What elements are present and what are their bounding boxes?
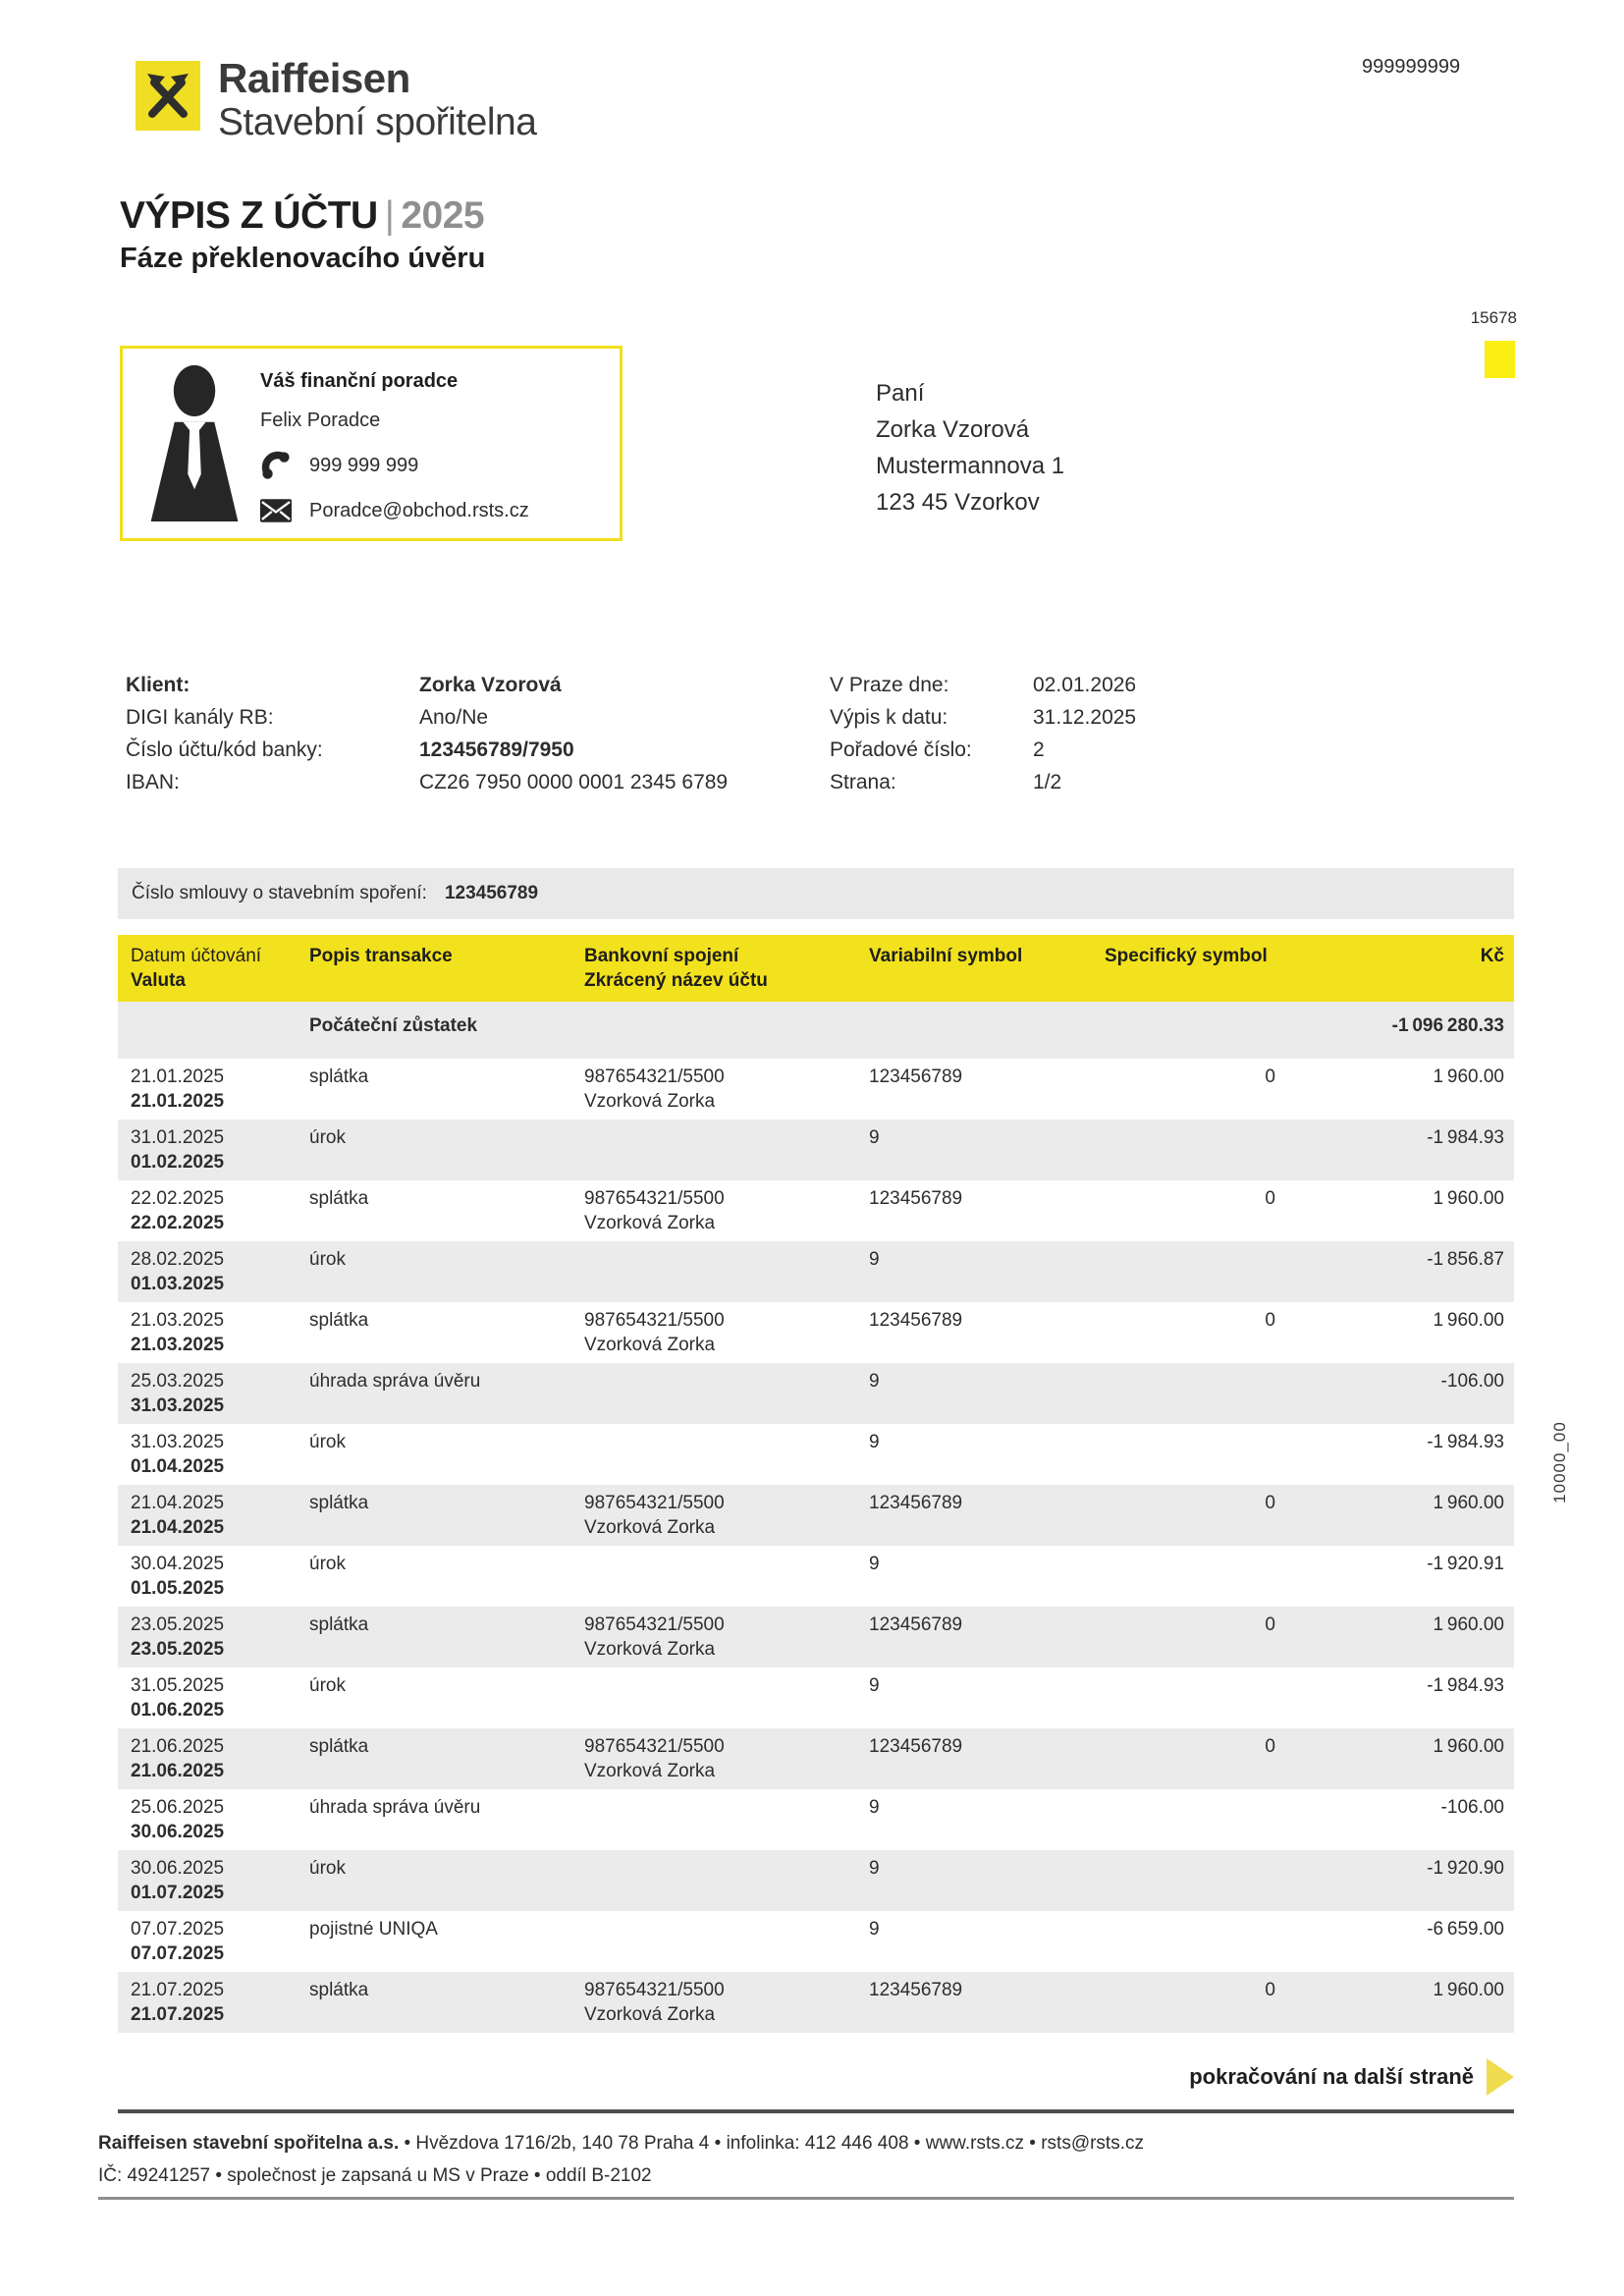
booking-date: 21.03.2025 [131, 1310, 225, 1331]
value-date: 21.07.2025 [131, 2004, 225, 2025]
statement-info-label: Strana: [830, 771, 896, 793]
cell-amount: 1 960.00 [1433, 1980, 1504, 2000]
client-info-row [126, 706, 754, 738]
opening-balance-row [118, 1002, 1514, 1059]
envelope-icon [260, 499, 292, 522]
cell-amount: 1 960.00 [1433, 1736, 1504, 1757]
value-date: 01.07.2025 [131, 1883, 225, 1903]
transaction-row [118, 1059, 1514, 1120]
cell-specific-symbol: 0 [1265, 1493, 1275, 1513]
cell-dates [118, 1120, 309, 1180]
cell-variable-symbol: 123456789 [869, 1493, 963, 1513]
cell-bank [584, 1302, 869, 1363]
booking-date: 25.03.2025 [131, 1371, 225, 1392]
cell-specific-symbol [1105, 1850, 1293, 1911]
cell-description: úhrada správa úvěru [309, 1797, 481, 1818]
cell-amount: 1 960.00 [1433, 1493, 1504, 1513]
cell-specific-symbol [1105, 1241, 1293, 1302]
transaction-row [118, 1424, 1514, 1485]
bank-account-name: Vzorková Zorka [584, 1761, 716, 1781]
table-header-row [118, 935, 1514, 1002]
client-info-row [126, 674, 754, 706]
statement-info-label: Pořadové číslo: [830, 738, 972, 761]
cell-bank [584, 1607, 869, 1667]
bank-account: 987654321/5500 [584, 1310, 725, 1331]
cell-amount: -106.00 [1440, 1797, 1504, 1818]
client-info-value: 123456789/7950 [419, 738, 574, 761]
cell-description: úrok [309, 1554, 346, 1574]
cell-amount: 1 960.00 [1433, 1310, 1504, 1331]
value-date: 23.05.2025 [131, 1639, 225, 1660]
col-header-bank [584, 935, 869, 1002]
value-date: 01.02.2025 [131, 1152, 225, 1173]
bank-account: 987654321/5500 [584, 1188, 725, 1209]
cell-bank [584, 1059, 869, 1120]
cell-description: splátka [309, 1188, 369, 1209]
transaction-row [118, 1485, 1514, 1546]
booking-date: 22.02.2025 [131, 1188, 225, 1209]
cell-description: úhrada správa úvěru [309, 1371, 481, 1392]
cell-description: splátka [309, 1736, 369, 1757]
cell-bank [584, 1911, 869, 1972]
cell-specific-symbol: 0 [1265, 1614, 1275, 1635]
yellow-marker [1485, 341, 1515, 378]
booking-date: 21.06.2025 [131, 1736, 225, 1757]
cell-variable-symbol: 9 [869, 1858, 880, 1879]
cell-variable-symbol: 9 [869, 1919, 880, 1940]
bank-account-name: Vzorková Zorka [584, 1335, 716, 1355]
cell-specific-symbol: 0 [1265, 1310, 1275, 1331]
transaction-row [118, 1850, 1514, 1911]
transaction-row [118, 1972, 1514, 2033]
triangle-right-icon [1487, 2058, 1514, 2096]
value-date: 21.01.2025 [131, 1091, 225, 1112]
cell-bank [584, 1180, 869, 1241]
value-date: 01.05.2025 [131, 1578, 225, 1599]
value-date: 01.06.2025 [131, 1700, 225, 1721]
client-info-value: Zorka Vzorová [419, 674, 562, 696]
bank-account-name: Vzorková Zorka [584, 1517, 716, 1538]
footer-company: Raiffeisen stavební spořitelna a.s. [98, 2133, 400, 2154]
cell-description: pojistné UNIQA [309, 1919, 438, 1940]
transactions-table [118, 935, 1514, 2033]
booking-date: 21.01.2025 [131, 1066, 225, 1087]
cell-description: úrok [309, 1249, 346, 1270]
advisor-heading: Váš finanční poradce [260, 370, 459, 392]
gable-cross-icon [135, 61, 200, 131]
cell-dates [118, 1302, 309, 1363]
page-title [120, 194, 484, 238]
cell-variable-symbol: 123456789 [869, 1736, 963, 1757]
raiffeisen-logo [135, 61, 200, 131]
client-info-row [126, 738, 754, 771]
cell-description: splátka [309, 1614, 369, 1635]
brand-text [218, 57, 536, 144]
advisor-phone: 999 999 999 [309, 454, 419, 476]
title-main: VÝPIS Z ÚČTU [120, 194, 378, 237]
client-info-label: DIGI kanály RB: [126, 706, 274, 729]
booking-date: 07.07.2025 [131, 1919, 225, 1940]
cell-dates [118, 1972, 309, 2033]
recipient-line: Paní [876, 380, 925, 407]
cell-variable-symbol: 9 [869, 1432, 880, 1452]
cell-amount: -1 984.93 [1427, 1432, 1504, 1452]
booking-date: 31.01.2025 [131, 1127, 225, 1148]
cell-bank [584, 1546, 869, 1607]
advisor-email-row [260, 499, 529, 522]
bank-account: 987654321/5500 [584, 1614, 725, 1635]
cell-bank [584, 1120, 869, 1180]
person-icon [142, 362, 248, 521]
cell-dates [118, 1546, 309, 1607]
opening-balance-label: Počáteční zůstatek [309, 1015, 478, 1036]
booking-date: 28.02.2025 [131, 1249, 225, 1270]
cell-description: úrok [309, 1675, 346, 1696]
value-date: 21.03.2025 [131, 1335, 225, 1355]
contract-label: Číslo smlouvy o stavebním spoření: [132, 883, 427, 903]
cell-amount: 1 960.00 [1433, 1188, 1504, 1209]
brand-name: Raiffeisen [218, 55, 410, 101]
cell-dates [118, 1241, 309, 1302]
cell-dates [118, 1059, 309, 1120]
bank-account-name: Vzorková Zorka [584, 1639, 716, 1660]
cell-dates [118, 1911, 309, 1972]
footer-bottom-line [98, 2197, 1514, 2200]
booking-date: 21.07.2025 [131, 1980, 225, 2000]
value-date: 22.02.2025 [131, 1213, 225, 1233]
statement-info-row [830, 738, 1380, 771]
recipient-line: 123 45 Vzorkov [876, 489, 1040, 516]
col-header-variable-symbol: Variabilní symbol [869, 935, 1105, 1002]
cell-description: úrok [309, 1127, 346, 1148]
statement-info-value: 1/2 [1033, 771, 1062, 793]
cell-dates [118, 1607, 309, 1667]
col-header-datum: Datum účtování [131, 946, 262, 966]
statement-info-row [830, 674, 1380, 706]
cell-description: splátka [309, 1980, 369, 2000]
cell-description: úrok [309, 1432, 346, 1452]
col-header-popis: Popis transakce [309, 935, 584, 1002]
cell-bank [584, 1667, 869, 1728]
bank-account: 987654321/5500 [584, 1980, 725, 2000]
transaction-row [118, 1546, 1514, 1607]
transaction-row [118, 1728, 1514, 1789]
transaction-row [118, 1363, 1514, 1424]
cell-specific-symbol [1105, 1667, 1293, 1728]
cell-amount: -6 659.00 [1427, 1919, 1504, 1940]
booking-date: 21.04.2025 [131, 1493, 225, 1513]
cell-amount: -1 984.93 [1427, 1675, 1504, 1696]
col-header-specific-symbol: Specifický symbol [1105, 935, 1293, 1002]
transaction-row [118, 1120, 1514, 1180]
transaction-row [118, 1607, 1514, 1667]
booking-date: 30.04.2025 [131, 1554, 225, 1574]
bank-account-name: Vzorková Zorka [584, 1213, 716, 1233]
statement-info [830, 674, 1380, 803]
continuation-note [118, 2058, 1514, 2096]
booking-date: 23.05.2025 [131, 1614, 225, 1635]
booking-date: 30.06.2025 [131, 1858, 225, 1879]
transaction-row [118, 1180, 1514, 1241]
transaction-row [118, 1302, 1514, 1363]
cell-amount: -1 984.93 [1427, 1127, 1504, 1148]
continuation-text: pokračování na další straně [1189, 2064, 1474, 2089]
statement-info-label: Výpis k datu: [830, 706, 948, 729]
client-info [126, 674, 754, 803]
cell-amount: -1 920.91 [1427, 1554, 1504, 1574]
form-code: 10000_00 [1550, 1421, 1569, 1503]
footer-contact: • Hvězdova 1716/2b, 140 78 Praha 4 • infolinka: 412 446 408 • www.rsts.cz • rsts@rsts.cz [404, 2133, 1144, 2154]
cell-bank [584, 1241, 869, 1302]
cell-dates [118, 1789, 309, 1850]
transaction-row [118, 1789, 1514, 1850]
cell-bank [584, 1850, 869, 1911]
value-date: 21.06.2025 [131, 1761, 225, 1781]
recipient-line: Zorka Vzorová [876, 416, 1030, 443]
statement-info-label: V Praze dne: [830, 674, 949, 696]
cell-dates [118, 1850, 309, 1911]
cell-description: splátka [309, 1310, 369, 1331]
cell-specific-symbol: 0 [1265, 1066, 1275, 1087]
bank-account-name: Vzorková Zorka [584, 2004, 716, 2025]
cell-description: úrok [309, 1858, 346, 1879]
transaction-row [118, 1911, 1514, 1972]
advisor-name: Felix Poradce [260, 410, 381, 431]
advisor-email: Poradce@obchod.rsts.cz [309, 499, 529, 521]
opening-cell-empty [584, 1002, 869, 1059]
booking-date: 25.06.2025 [131, 1797, 225, 1818]
customer-number: 999999999 [1362, 56, 1461, 78]
advisor-card [120, 346, 623, 541]
cell-dates [118, 1667, 309, 1728]
brand-subname: Stavební spořitelna [218, 101, 537, 143]
client-info-label: Klient: [126, 674, 190, 696]
client-info-label: Číslo účtu/kód banky: [126, 738, 323, 761]
footer-registration: IČ: 49241257 • společnost je zapsaná u MS v Praze • oddíl B-2102 [98, 2165, 652, 2186]
cell-variable-symbol: 9 [869, 1675, 880, 1696]
bank-account: 987654321/5500 [584, 1493, 725, 1513]
statement-info-value: 02.01.2026 [1033, 674, 1137, 696]
cell-amount: 1 960.00 [1433, 1614, 1504, 1635]
cell-dates [118, 1180, 309, 1241]
client-info-row [126, 771, 754, 803]
cell-dates [118, 1728, 309, 1789]
cell-bank [584, 1363, 869, 1424]
cell-variable-symbol: 9 [869, 1249, 880, 1270]
value-date: 07.07.2025 [131, 1943, 225, 1964]
footer-contact-line [98, 2127, 1522, 2159]
recipient-line: Mustermannova 1 [876, 453, 1065, 479]
cell-variable-symbol: 9 [869, 1127, 880, 1148]
cell-dates [118, 1424, 309, 1485]
booking-date: 31.05.2025 [131, 1675, 225, 1696]
cell-dates [118, 1363, 309, 1424]
client-info-label: IBAN: [126, 771, 180, 793]
cell-amount: -106.00 [1440, 1371, 1504, 1392]
cell-variable-symbol: 123456789 [869, 1980, 963, 2000]
cell-dates [118, 1485, 309, 1546]
cell-variable-symbol: 123456789 [869, 1614, 963, 1635]
cell-specific-symbol: 0 [1265, 1736, 1275, 1757]
opening-cell-empty [1105, 1002, 1293, 1059]
cell-specific-symbol [1105, 1424, 1293, 1485]
bank-account: 987654321/5500 [584, 1066, 725, 1087]
cell-specific-symbol: 0 [1265, 1188, 1275, 1209]
cell-variable-symbol: 9 [869, 1371, 880, 1392]
footer [98, 2127, 1522, 2192]
cell-description: splátka [309, 1066, 369, 1087]
client-info-value: Ano/Ne [419, 706, 489, 729]
title-separator: | [384, 194, 395, 237]
cell-specific-symbol [1105, 1120, 1293, 1180]
cell-bank [584, 1485, 869, 1546]
cell-variable-symbol: 9 [869, 1554, 880, 1574]
advisor-phone-row [260, 451, 529, 480]
cell-amount: -1 856.87 [1427, 1249, 1504, 1270]
cell-bank [584, 1789, 869, 1850]
cell-amount: -1 920.90 [1427, 1858, 1504, 1879]
value-date: 01.03.2025 [131, 1274, 225, 1294]
contract-number: 123456789 [444, 883, 539, 903]
value-date: 31.03.2025 [131, 1395, 225, 1416]
cell-specific-symbol [1105, 1789, 1293, 1850]
bank-account: 987654321/5500 [584, 1736, 725, 1757]
print-mark: 15678 [1470, 308, 1517, 327]
cell-bank [584, 1972, 869, 2033]
bank-account-name: Vzorková Zorka [584, 1091, 716, 1112]
col-header-valuta: Valuta [131, 970, 186, 991]
value-date: 21.04.2025 [131, 1517, 225, 1538]
booking-date: 31.03.2025 [131, 1432, 225, 1452]
recipient-address [876, 375, 1064, 520]
cell-variable-symbol: 123456789 [869, 1310, 963, 1331]
statement-info-value: 31.12.2025 [1033, 706, 1137, 729]
title-year: 2025 [401, 194, 485, 237]
advisor-details [260, 370, 529, 522]
transaction-row [118, 1241, 1514, 1302]
cell-bank [584, 1728, 869, 1789]
statement-info-row [830, 771, 1380, 803]
cell-specific-symbol [1105, 1911, 1293, 1972]
client-info-value: CZ26 7950 0000 0001 2345 6789 [419, 771, 729, 793]
page-subtitle: Fáze překlenovacího úvěru [120, 243, 486, 274]
value-date: 01.04.2025 [131, 1456, 225, 1477]
statement-info-value: 2 [1033, 738, 1045, 761]
cell-specific-symbol: 0 [1265, 1980, 1275, 2000]
cell-variable-symbol: 123456789 [869, 1188, 963, 1209]
opening-balance-amount: -1 096 280.33 [1391, 1015, 1504, 1036]
col-header-amount: Kč [1293, 935, 1514, 1002]
cell-description: splátka [309, 1493, 369, 1513]
phone-icon [260, 451, 292, 480]
cell-bank [584, 1424, 869, 1485]
cell-specific-symbol [1105, 1363, 1293, 1424]
cell-variable-symbol: 9 [869, 1797, 880, 1818]
cell-variable-symbol: 123456789 [869, 1066, 963, 1087]
col-header-datum-valuta [118, 935, 309, 1002]
opening-cell-empty [118, 1002, 309, 1059]
cell-amount: 1 960.00 [1433, 1066, 1504, 1087]
col-header-bank1: Bankovní spojení [584, 946, 739, 966]
transaction-row [118, 1667, 1514, 1728]
value-date: 30.06.2025 [131, 1822, 225, 1842]
cell-specific-symbol [1105, 1546, 1293, 1607]
contract-bar [118, 868, 1514, 919]
separator-line [118, 2109, 1514, 2113]
col-header-bank2: Zkrácený název účtu [584, 970, 768, 991]
opening-cell-empty [869, 1002, 1105, 1059]
statement-info-row [830, 706, 1380, 738]
